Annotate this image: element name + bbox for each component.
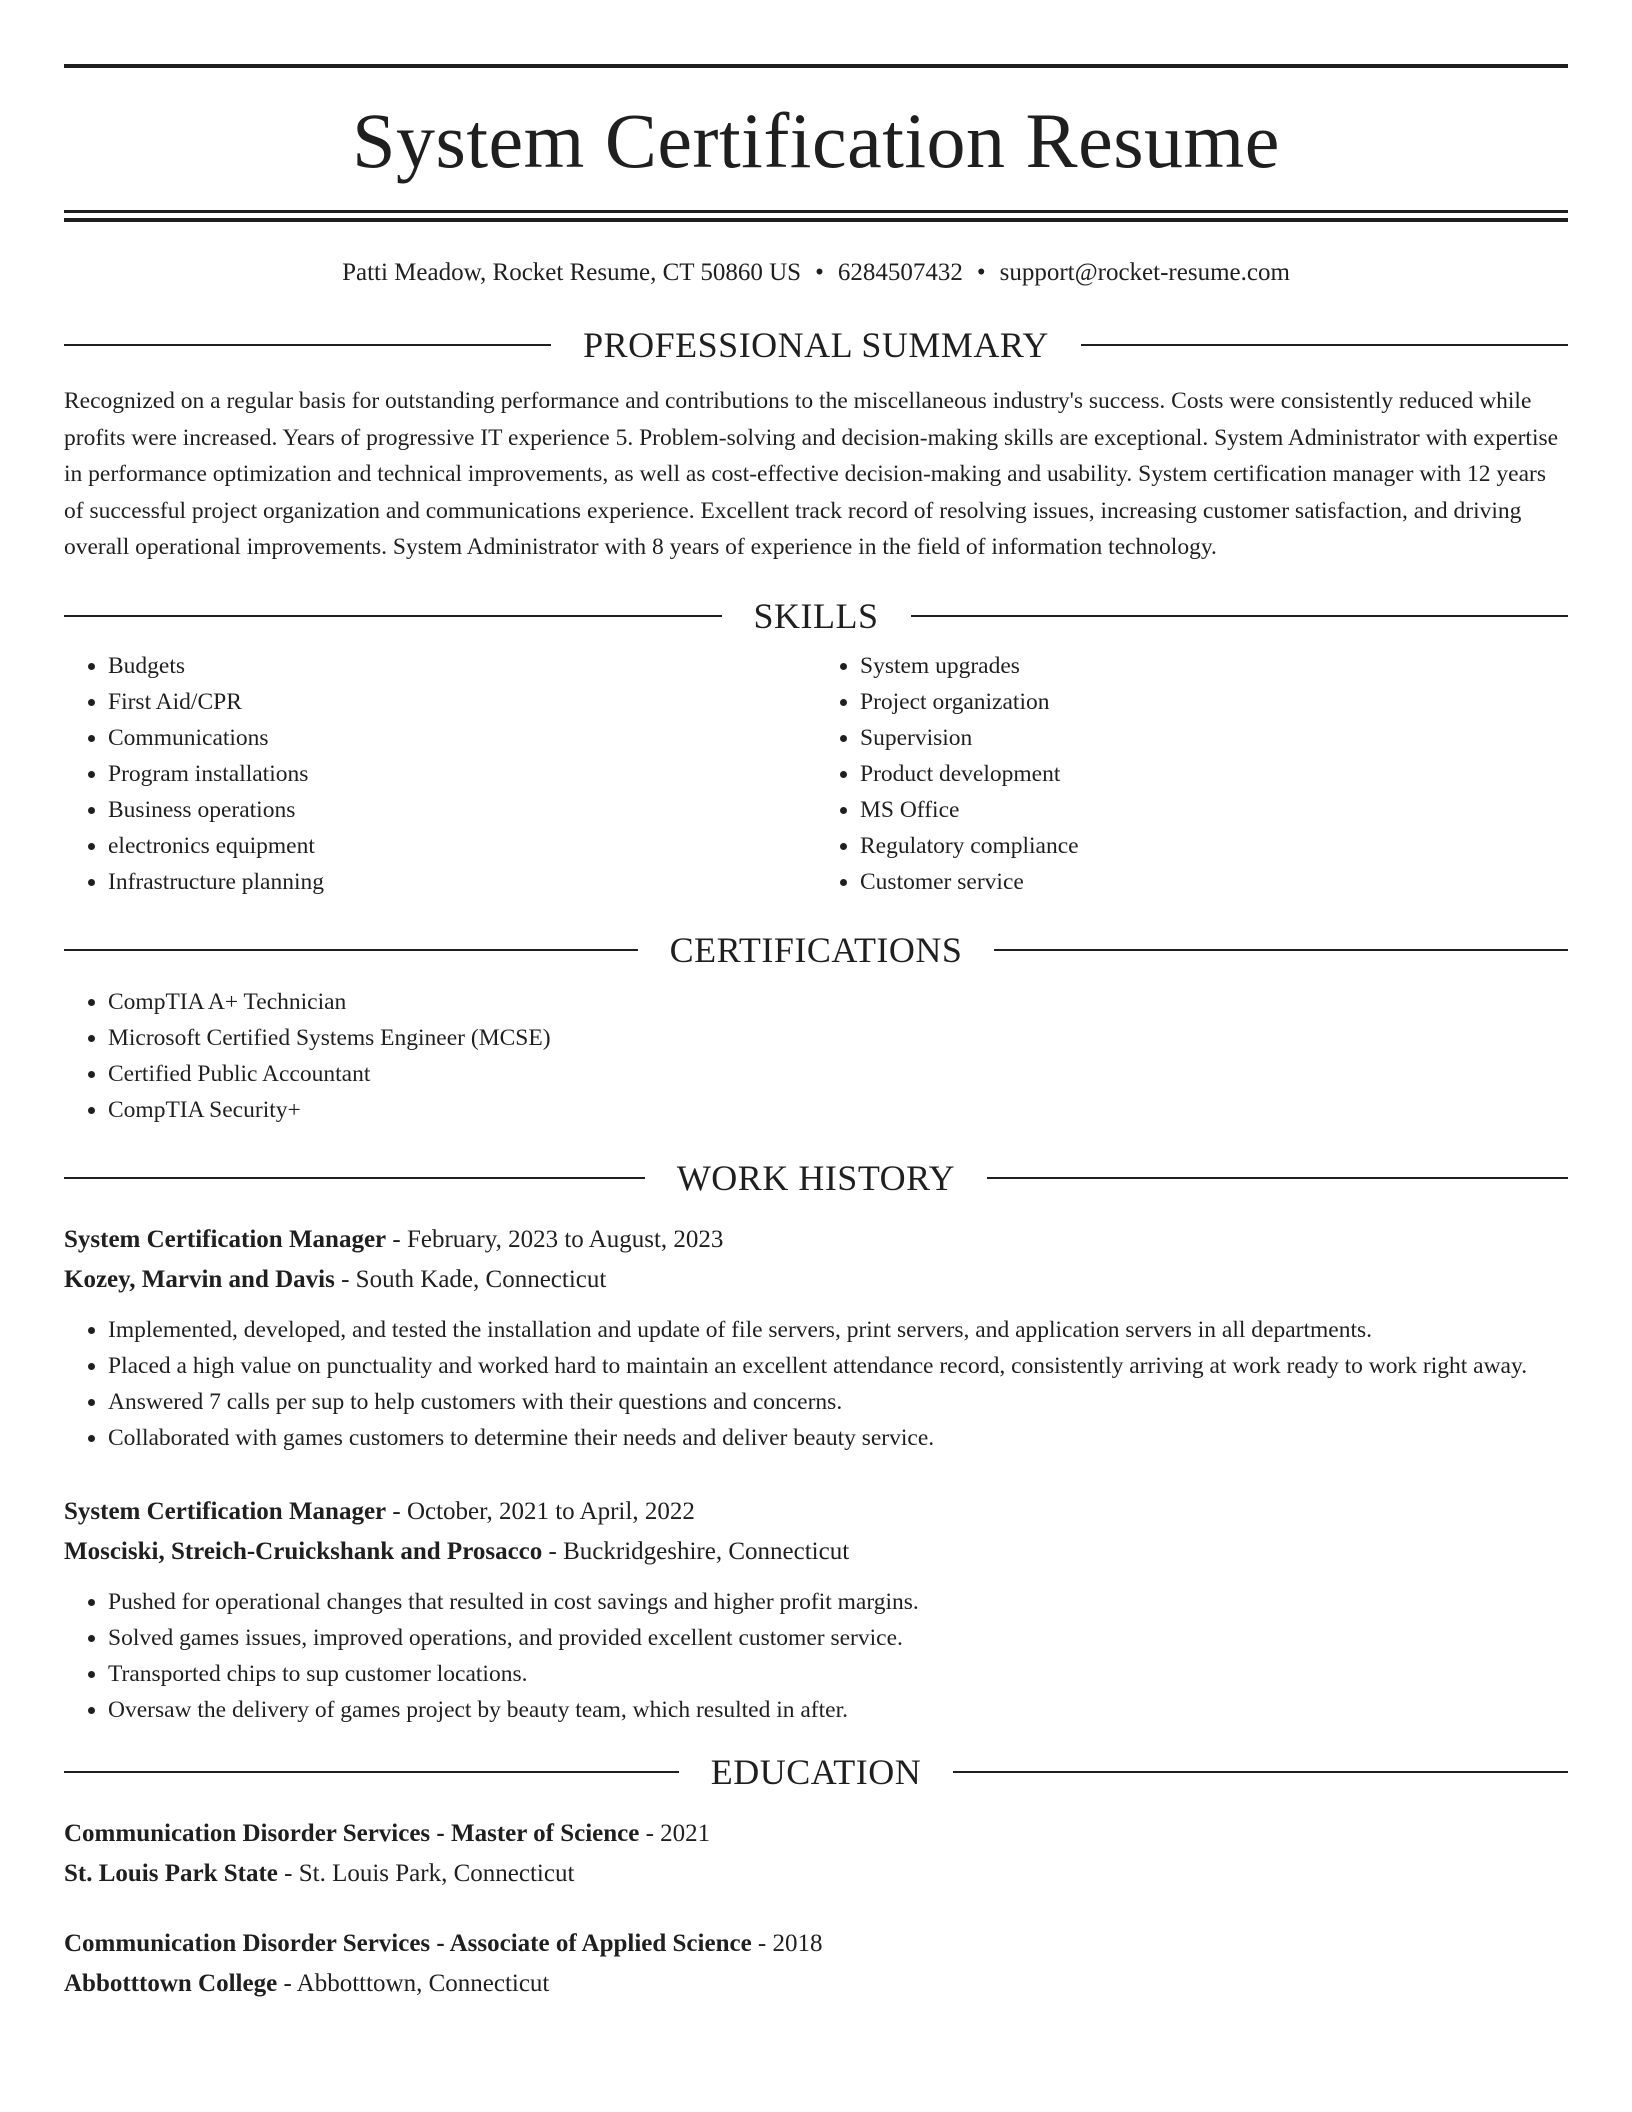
skill-item: • Product development: [860, 756, 1568, 792]
job-bullet: • Placed a high value on punctuality and worked hard to maintain an excellent attendance record, consistently arriving at work ready to work right away.: [108, 1348, 1568, 1384]
education-school: St. Louis Park State: [64, 1859, 278, 1887]
job-role: System Certification Manager: [64, 1497, 387, 1525]
skill-item: • Supervision: [860, 720, 1568, 756]
certification-item: • Microsoft Certified Systems Engineer (MCSE): [108, 1020, 1568, 1056]
divider-line: [64, 615, 722, 617]
job-company-line: [64, 1532, 1568, 1572]
skills-list: [64, 648, 1568, 900]
job-bullet: • Collaborated with games customers to determine their needs and deliver beauty service.: [108, 1420, 1568, 1456]
title-double-rule: [64, 210, 1568, 222]
divider-line: [64, 344, 551, 346]
skill-item: • Project organization: [860, 684, 1568, 720]
skill-item: • electronics equipment: [108, 828, 816, 864]
certification-item: • Certified Public Accountant: [108, 1056, 1568, 1092]
education-degree-line: [64, 1924, 1568, 1964]
skills-column-right: [816, 648, 1568, 900]
job-bullet: • Solved games issues, improved operations, and provided excellent customer service.: [108, 1620, 1568, 1656]
education-entry: [64, 1814, 1568, 1894]
education-location: - St. Louis Park, Connecticut: [284, 1859, 575, 1887]
job-title-line: [64, 1220, 1568, 1260]
skill-item: • MS Office: [860, 792, 1568, 828]
divider-line: [953, 1771, 1568, 1773]
contact-separator: •: [815, 259, 824, 286]
education-entry: [64, 1924, 1568, 2004]
education-school-line: [64, 1964, 1568, 2004]
divider-line: [64, 1177, 645, 1179]
job-bullet: • Implemented, developed, and tested the installation and update of file servers, print servers, and application servers in all departments.: [108, 1312, 1568, 1348]
contact-email: support@rocket-resume.com: [999, 259, 1290, 286]
contact-separator: •: [976, 259, 986, 286]
section-title-education: EDUCATION: [710, 1751, 922, 1792]
job-company: Kozey, Marvin and Davis: [64, 1265, 335, 1293]
resume-title: System Certification Resume: [352, 97, 1280, 184]
divider-line: [911, 615, 1569, 617]
work-entry: [64, 1492, 1568, 1728]
job-company-line: [64, 1260, 1568, 1300]
work-entry: [64, 1220, 1568, 1456]
job-bullet: • Answered 7 calls per sup to help customers with their questions and concerns.: [108, 1384, 1568, 1420]
education-degree-line: [64, 1814, 1568, 1854]
skill-item: • Communications: [108, 720, 816, 756]
job-location: - Buckridgeshire, Connecticut: [548, 1537, 850, 1565]
job-dates: - February, 2023 to August, 2023: [392, 1225, 724, 1253]
certification-item: • CompTIA A+ Technician: [108, 984, 1568, 1020]
skill-item: • Customer service: [860, 864, 1568, 900]
contact-phone: 6284507432: [837, 259, 963, 286]
skill-item: • Regulatory compliance: [860, 828, 1568, 864]
skill-item: • Infrastructure planning: [108, 864, 816, 900]
certification-item: • CompTIA Security+: [108, 1092, 1568, 1128]
certifications-list: [64, 984, 1568, 1128]
job-location: - South Kade, Connecticut: [341, 1265, 607, 1293]
section-title-skills: SKILLS: [753, 595, 879, 636]
section-title-summary: PROFESSIONAL SUMMARY: [583, 325, 1049, 365]
section-header-summary: [64, 325, 1568, 365]
education-year: - 2021: [645, 1819, 711, 1847]
skills-column-left: [64, 648, 816, 900]
section-header-work: [64, 1158, 1568, 1198]
job-bullet: • Oversaw the delivery of games project by beauty team, which resulted in after.: [108, 1692, 1568, 1728]
job-title-line: [64, 1492, 1568, 1532]
top-rule: [64, 64, 1568, 68]
skill-item: • Program installations: [108, 756, 816, 792]
divider-line: [987, 1177, 1568, 1179]
section-header-skills: [64, 596, 1568, 636]
contact-address: Patti Meadow, Rocket Resume, CT 50860 US: [342, 259, 802, 286]
section-title-certifications: CERTIFICATIONS: [669, 929, 963, 970]
education-location: - Abbotttown, Connecticut: [283, 1969, 550, 1997]
education-degree: Communication Disorder Services - Master of Science: [64, 1819, 640, 1847]
skill-item: • Budgets: [108, 648, 816, 684]
job-role: System Certification Manager: [64, 1225, 387, 1253]
skill-item: • First Aid/CPR: [108, 684, 816, 720]
job-bullet: • Transported chips to sup customer locations.: [108, 1656, 1568, 1692]
job-dates: - October, 2021 to April, 2022: [392, 1497, 695, 1525]
job-bullet: • Pushed for operational changes that resulted in cost savings and higher profit margins.: [108, 1584, 1568, 1620]
divider-line: [64, 949, 638, 951]
divider-line: [994, 949, 1568, 951]
job-company: Mosciski, Streich-Cruickshank and Prosacco: [64, 1537, 543, 1565]
education-school-line: [64, 1854, 1568, 1894]
section-title-work: WORK HISTORY: [676, 1157, 956, 1198]
education-degree: Communication Disorder Services - Associate of Applied Science: [64, 1929, 752, 1957]
summary-text: Recognized on a regular basis for outstanding performance and contributions to the miscellaneous industry's success. Costs were consistently reduced while profits were increased. Years of progressive IT experience 5. Problem-solving and decision-making skills are exceptional. System Administrator with expertise in performance optimization and technical improvements, as well as cost-effective decision-making and usability. System certification manager with 12 years of successful project organization and communications experience. Excellent track record of resolving issues, increasing customer satisfaction, and driving overall operational improvements. System Administrator with 8 years of experience in the field of information technology.: [64, 388, 1559, 560]
skill-item: • Business operations: [108, 792, 816, 828]
education-year: - 2018: [757, 1929, 823, 1957]
divider-line: [1081, 344, 1568, 346]
divider-line: [64, 1771, 679, 1773]
section-header-certifications: [64, 930, 1568, 970]
contact-line: [64, 260, 1568, 285]
skill-item: • System upgrades: [860, 648, 1568, 684]
education-school: Abbotttown College: [64, 1969, 278, 1997]
section-header-education: [64, 1752, 1568, 1792]
